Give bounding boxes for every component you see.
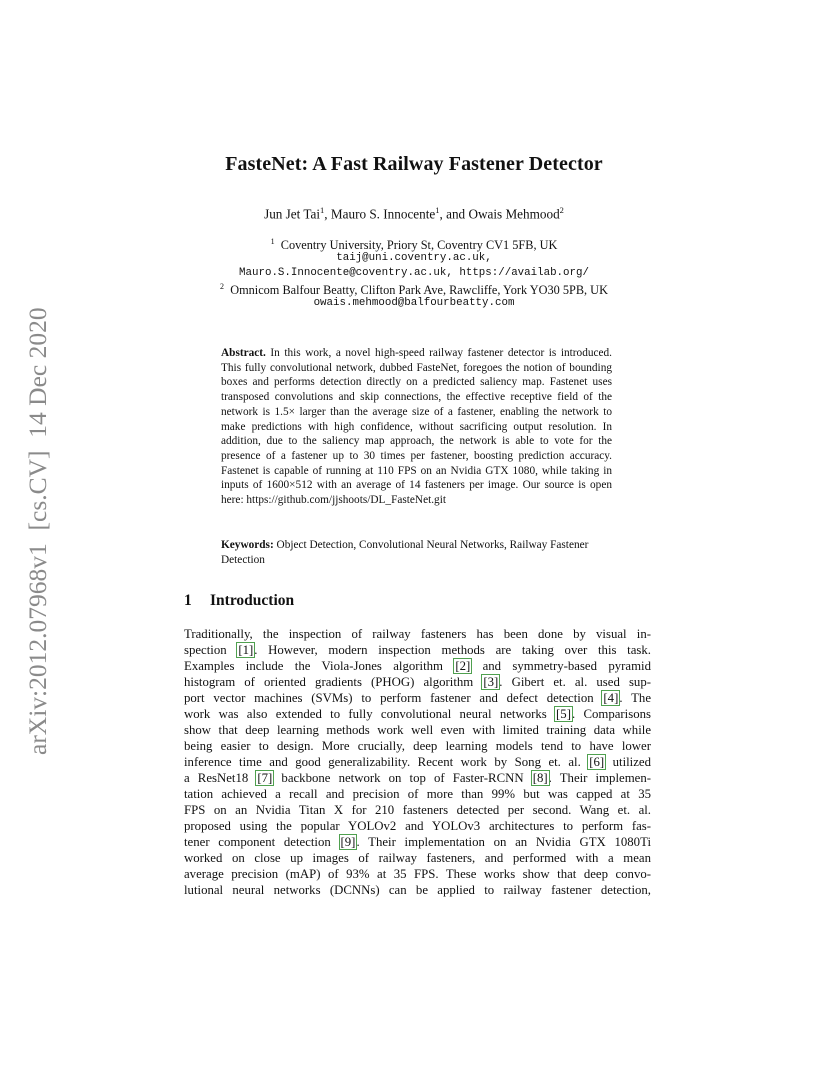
affiliation-2: $^2$ Omnicom Balfour Beatty, Clifton Park Ave, Rawcliffe, York YO30 5PB, UK	[220, 282, 608, 298]
affiliation-1-contact-line: Mauro.S.Innocente@coventry.ac.uk, https://availab.org/	[239, 267, 589, 279]
author-name: Jun Jet Tai	[264, 206, 321, 222]
text-line: proposed using the popular YOLOv2 and YOLOv3 architectures to perform fas-	[184, 819, 651, 834]
text-line: inference time and good generalizability. Recent work by Song et. al. [6] utilized	[184, 755, 651, 770]
keywords-text: Object Detection, Convolutional Neural Networks, Railway Fastener Detection	[221, 539, 589, 566]
author-list: Jun Jet Tai$^1$, Mauro S. Innocente$^1$, and Owais Mehmood$^2$	[264, 205, 564, 222]
url-link[interactable]: https://availab.org/	[459, 267, 589, 279]
text-line: FPS on an Nvidia Titan X for 210 fasteners detected per second. Wang et. al.	[184, 803, 651, 818]
arxiv-side-stamp	[16, 285, 56, 765]
author-name: Mauro S. Innocente	[330, 206, 436, 222]
arxiv-identifier: arXiv:2012.07968v1 [cs.CV] 14 Dec 2020	[23, 307, 52, 755]
text-line: histogram of oriented gradients (PHOG) algorithm [3]. Gibert et. al. used sup-	[184, 675, 651, 690]
citation-link[interactable]: [4]	[603, 691, 619, 706]
intro-paragraph	[184, 626, 651, 898]
text-line: show that deep learning methods work well even with limited training data while	[184, 723, 651, 738]
citation-link[interactable]: [9]	[340, 835, 356, 850]
text-line: spection [1]. However, modern inspection methods are taking over this task.	[184, 643, 651, 658]
citation-link[interactable]: [6]	[589, 755, 605, 770]
text-line: tation achieved a recall and precision of more than 99% but was capped at 35	[184, 787, 651, 802]
author-affil-mark: 2	[559, 205, 564, 215]
section-title: Introduction	[210, 592, 295, 609]
section-heading	[184, 592, 294, 610]
author-affil-mark: 1	[435, 205, 440, 215]
citation-link[interactable]: [3]	[483, 675, 499, 690]
citation-link[interactable]: [2]	[455, 659, 471, 674]
text-line: worked on close up images of railway fasteners, and performed with a mean	[184, 851, 651, 866]
citation-link[interactable]: [1]	[238, 643, 254, 658]
text-line: Examples include the Viola-Jones algorithm [2] and symmetry-based pyramid	[184, 659, 651, 674]
section-number: 1	[184, 592, 192, 609]
email-link[interactable]: Mauro.S.Innocente@coventry.ac.uk	[239, 267, 447, 279]
abstract	[221, 346, 612, 508]
text-line: port vector machines (SVMs) to perform fastener and defect detection [4]. The	[184, 691, 652, 706]
email-link[interactable]: taij@uni.coventry.ac.uk,	[336, 252, 492, 264]
keywords	[221, 538, 612, 567]
author-name: Owais Mehmood	[468, 206, 560, 222]
citation-link[interactable]: [8]	[532, 771, 548, 786]
email-link[interactable]: owais.mehmood@balfourbeatty.com	[313, 297, 515, 309]
abstract-label: Abstract.	[221, 347, 266, 359]
abstract-text: In this work, a novel high-speed railway fastener detector is introduced. This fully convolutional network, dubbed FasteNet, foregoes the notion of bounding boxes and performs detection directly on a predicted saliency map. Fastenet uses transposed convolutions and skip connections, the effective receptive field of the network is 1.5× larger than the average size of a fastener, enabling the network to make predictions with high confidence, without sacrificing output resolution. In addition, due to the saliency map approach, the network is able to vote for the presence of a fastener up to 30 times per fastener, boosting prediction accuracy. Fastenet is capable of running at 110 FPS on an Nvidia GTX 1080, while taking in inputs of 1600×512 with an average of 14 fasteners per image. Our source is open here: https://github.com/jjshoots/DL_FasteNet.git	[221, 347, 612, 507]
text-line: being easier to design. More crucially, deep learning models tend to have lower	[184, 739, 651, 754]
text-line: Traditionally, the inspection of railway fasteners has been done by visual in-	[184, 627, 651, 641]
author-affil-mark: 1	[320, 205, 325, 215]
paper-title: FasteNet: A Fast Railway Fastener Detector	[225, 153, 603, 175]
text-line: tener component detection [9]. Their implementation on an Nvidia GTX 1080Ti	[184, 835, 652, 850]
affiliation-1: $^1$ Coventry University, Priory St, Coventry CV1 5FB, UK	[270, 237, 558, 253]
keywords-label: Keywords:	[221, 539, 274, 551]
affiliation-2-email-line	[0, 294, 828, 311]
text-line: average precision (mAP) of 93% at 35 FPS. These works show that deep convo-	[184, 867, 651, 882]
text-line: lutional neural networks (DCNNs) can be applied to railway fastener detection,	[184, 883, 651, 898]
text-line: a ResNet18 [7] backbone network on top of Faster-RCNN [8]. Their implemen-	[184, 771, 651, 786]
citation-link[interactable]: [7]	[257, 771, 273, 786]
text-line: work was also extended to fully convolutional neural networks [5]. Comparisons	[184, 707, 651, 722]
citation-link[interactable]: [5]	[556, 707, 571, 722]
